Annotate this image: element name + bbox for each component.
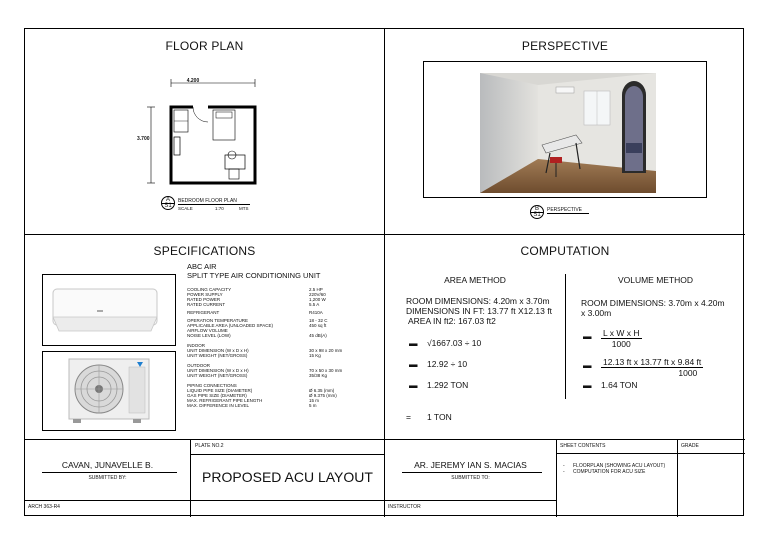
volume-substitution-numerator: 12.13 ft x 13.77 ft x 9.84 ft (603, 357, 702, 367)
spec-value: 2.5 HP (309, 287, 323, 292)
spec-value: R410A (309, 310, 323, 315)
contents-bullet: - (563, 469, 565, 475)
contents-item-text: FLOORPLAN (SHOWING ACU LAYOUT) (573, 463, 666, 469)
floor-plan-scale-label: SCALE (178, 206, 193, 211)
drawing-sheet (24, 28, 744, 516)
spec-value: 15 Kg (309, 353, 321, 358)
volume-substitution (601, 357, 703, 378)
area-method-heading: AREA METHOD (444, 275, 506, 285)
area-step3: 1.292 TON (427, 380, 469, 390)
spec-value: 30 x 98 x 20 mm (309, 348, 343, 353)
spec-key: MAX. DIFFERENCE IN LEVEL (187, 403, 250, 408)
volume-step1-mark: ▬ (583, 331, 592, 341)
volume-formula (601, 328, 642, 349)
volume-step2-mark: ▬ (583, 360, 592, 370)
contents-item-text: COMPUTATION FOR ACU SIZE (573, 469, 646, 475)
plan-height-dimension: 3.700 (137, 136, 150, 142)
spec-key: UNIT WEIGHT (NET/GROSS) (187, 353, 248, 358)
volume-formula-denominator: 1000 (611, 339, 631, 349)
area-step2: 12.92 ÷ 10 (427, 359, 468, 369)
grade-label: GRADE (681, 443, 699, 449)
spec-key: AIRFLOW VOLUME (187, 328, 228, 333)
spec-value: 45 dB(A) (309, 333, 327, 338)
outdoor-unit-image (67, 357, 151, 425)
spec-key: OUTDOOR (187, 363, 210, 368)
spec-key: REFRIGERANT (187, 310, 220, 315)
spec-key: MAX. REFRIGERANT PIPE LENGTH (187, 398, 263, 403)
spec-value: 450 sq ft (309, 323, 327, 328)
area-step3-mark: ▬ (409, 380, 418, 390)
spec-key: NOISE LEVEL (LOW) (187, 333, 231, 338)
perspective-render (480, 73, 656, 193)
perspective-symbol-sheet: S1 (533, 212, 541, 218)
spec-key: GAS PIPE SIZE (DIAMETER) (187, 393, 247, 398)
indoor-unit-image (51, 287, 159, 333)
area-dimensions-ft: DIMENSIONS IN FT: 13.77 ft X12.13 ft (406, 306, 552, 316)
student-signature-line (42, 472, 177, 473)
spec-key: LIQUID PIPE SIZE (DIAMETER) (187, 388, 253, 393)
divider-vertical-center (384, 29, 385, 517)
volume-room-height: x 3.00m (581, 308, 612, 318)
project-title: PROPOSED ACU LAYOUT (202, 469, 373, 485)
spec-value: 35/38 Kg (309, 373, 328, 378)
area-in-ft2: AREA IN ft2: 167.03 ft2 (408, 316, 496, 326)
spec-key: UNIT WEIGHT (NET/GROSS) (187, 373, 248, 378)
spec-group-indoor (187, 343, 379, 358)
perspective-symbol-letter: B (534, 206, 539, 212)
spec-group-outdoor (187, 363, 379, 378)
volume-substitution-denominator: 1000 (678, 368, 698, 378)
perspective-caption: PERSPECTIVE (547, 207, 589, 214)
plate-number: PLATE NO.2 (195, 443, 224, 449)
volume-step3-mark: ▬ (583, 380, 592, 390)
spec-value: 15 m (309, 398, 320, 403)
spec-key: COOLING CAPACITY (187, 287, 232, 292)
plan-width-dimension: 4.200 (186, 78, 200, 84)
spec-table (187, 287, 379, 408)
divider-title-block (25, 439, 745, 440)
area-result: 1 TON (427, 412, 452, 422)
floor-plan-unit: MTS (239, 206, 249, 211)
spec-value: Ø 9.375 (mm) (309, 393, 337, 398)
floor-plan-title: FLOOR PLAN (165, 39, 244, 53)
divider-top-row (25, 234, 745, 235)
spec-key: INDOOR (187, 343, 205, 348)
student-name: CAVAN, JUNAVELLE B. (61, 460, 154, 470)
spec-group-piping (187, 383, 379, 408)
contents-bullet: - (563, 463, 565, 469)
area-step1-mark: ▬ (409, 338, 418, 348)
sheet-contents-list (563, 463, 673, 475)
spec-key: PIPING CONNECTIONS (187, 383, 237, 388)
perspective-title: PERSPECTIVE (521, 39, 609, 53)
spec-value: 5.5 A (309, 302, 320, 307)
sheet-contents-label: SHEET CONTENTS (560, 443, 606, 449)
volume-result: 1.64 TON (601, 380, 638, 390)
title-block-divider-2 (556, 439, 557, 517)
volume-formula-numerator: L x W x H (603, 328, 640, 338)
spec-value: 220V/60 (309, 292, 326, 297)
plate-row-line (190, 454, 384, 455)
title-block-divider-3 (677, 439, 678, 517)
computation-title: COMPUTATION (520, 244, 610, 258)
perspective-section-symbol (530, 205, 544, 219)
submitted-by-label: SUBMITTED BY: (88, 475, 127, 481)
spec-group-operation (187, 318, 379, 338)
instructor-name: AR. JEREMY IAN S. MACIAS (414, 460, 527, 470)
floor-plan-caption: BEDROOM FLOOR PLAN (178, 198, 250, 205)
spec-value: 70 x 50 x 30 mm (309, 368, 343, 373)
spec-key: APPLICABLE AREA (UNLOADED SPACE) (187, 323, 273, 328)
volume-room-dimensions: ROOM DIMENSIONS: 3.70m x 4.20m (581, 298, 725, 308)
course-code: ARCH 363-R4 (28, 504, 60, 510)
spec-key: RATED POWER (187, 297, 221, 302)
area-room-dimensions: ROOM DIMENSIONS: 4.20m x 3.70m (406, 296, 550, 306)
contents-row-line (556, 453, 745, 454)
spec-key: RATED CURRENT (187, 302, 226, 307)
floor-plan-scale-value: 1:70 (215, 206, 224, 211)
spec-brand: ABC AIR (187, 262, 217, 271)
footer-row-line (25, 500, 556, 501)
floor-plan-symbol-sheet: S1 (164, 203, 172, 209)
area-step1: √1667.03 ÷ 10 (427, 338, 482, 348)
specifications-title: SPECIFICATIONS (153, 244, 256, 258)
instructor-signature-line (402, 472, 542, 473)
spec-value: 5 m (309, 403, 317, 408)
volume-method-heading: VOLUME METHOD (617, 275, 694, 285)
spec-row (187, 403, 379, 408)
spec-key: UNIT DIMENSION (W x D x H) (187, 348, 249, 353)
floor-plan-symbol-letter: A (165, 197, 170, 203)
contents-item (563, 469, 673, 475)
spec-value: 18 - 32 C (309, 318, 328, 323)
floor-plan-drawing (133, 73, 273, 193)
area-result-equals: = (406, 412, 411, 422)
area-step2-mark: ▬ (409, 359, 418, 369)
spec-key: UNIT DIMENSION (W x D x H) (187, 368, 249, 373)
floor-plan-section-symbol (161, 196, 175, 210)
instructor-label: INSTRUCTOR (388, 504, 421, 510)
spec-key: OPERATION TEMPERATURE (187, 318, 249, 323)
spec-key: POWER SUPPLY (187, 292, 223, 297)
spec-product: SPLIT TYPE AIR CONDITIONING UNIT (187, 271, 321, 280)
spec-value: Ø 6.35 (mm) (309, 388, 335, 393)
computation-column-divider (565, 274, 566, 399)
spec-group-capacity (187, 287, 379, 307)
spec-value: 1,200 W (309, 297, 326, 302)
submitted-to-label: SUBMITTED TO: (451, 475, 490, 481)
